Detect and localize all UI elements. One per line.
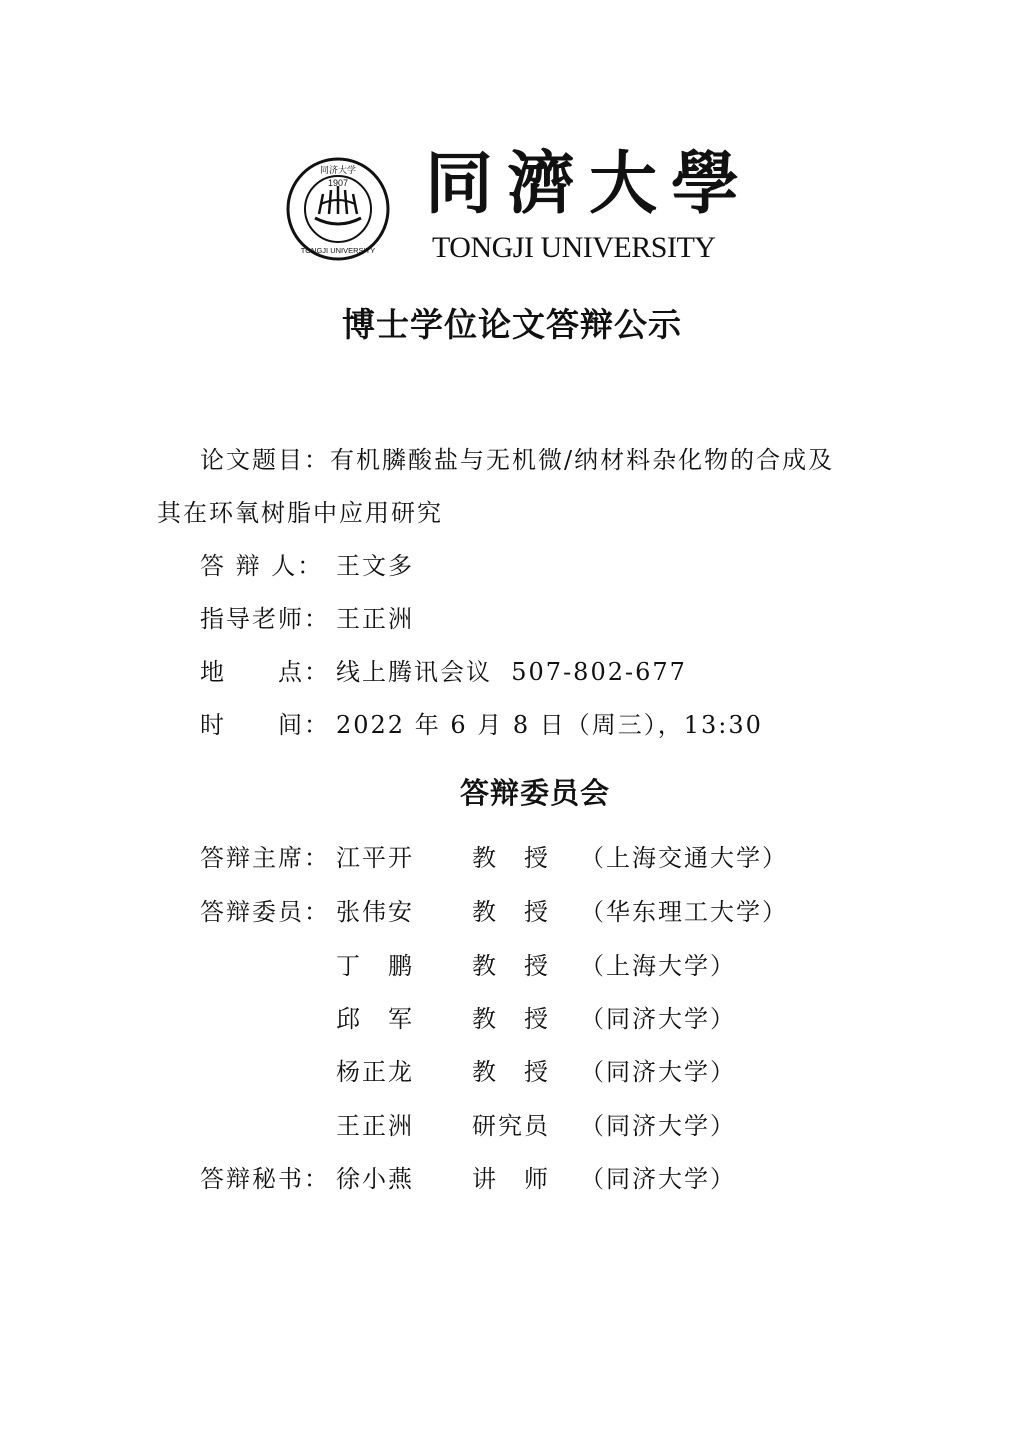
committee-title: 答辩委员会	[459, 776, 610, 810]
committee-title-rank: 教 授	[472, 952, 550, 980]
committee-role: 答辩委员：	[200, 898, 330, 926]
info-label: 答 辩 人：	[200, 552, 324, 580]
committee-name: 王正洲	[336, 1112, 414, 1140]
info-row-defender	[200, 548, 414, 584]
thesis-title-line-1	[200, 442, 834, 478]
committee-title-rank: 教 授	[472, 898, 550, 926]
university-seal-icon	[285, 156, 391, 262]
committee-org: （同济大学）	[580, 1058, 736, 1086]
committee-org: （同济大学）	[580, 1165, 736, 1193]
committee-title-rank: 讲 师	[472, 1165, 550, 1193]
info-label: 地 点：	[200, 658, 330, 686]
committee-name: 杨正龙	[336, 1058, 414, 1086]
committee-name: 徐小燕	[336, 1165, 414, 1193]
thesis-label: 论文题目：	[200, 446, 330, 474]
thesis-title-part-1: 有机膦酸盐与无机微/纳材料杂化物的合成及	[330, 446, 835, 474]
info-label: 时 间：	[200, 711, 330, 739]
committee-title-rank: 研究员	[472, 1112, 550, 1140]
info-row-time	[200, 707, 763, 743]
university-wordmark-cn: 同濟大學	[425, 144, 754, 224]
seal-year: 1907	[327, 178, 349, 188]
info-value: 王正洲	[336, 605, 414, 633]
seal-name-cn: 同济大学	[319, 166, 357, 176]
committee-org: （上海交通大学）	[580, 844, 788, 872]
info-value: 线上腾讯会议 507-802-677	[336, 658, 687, 686]
committee-title-rank: 教 授	[472, 844, 550, 872]
seal-name-en: TONGJI UNIVERSITY	[300, 246, 376, 255]
info-value: 2022 年 6 月 8 日（周三），13:30	[336, 711, 763, 739]
committee-org: （同济大学）	[580, 1005, 736, 1033]
info-row-location	[200, 654, 687, 690]
page-title: 博士学位论文答辩公示	[342, 305, 682, 344]
committee-name: 丁 鹏	[336, 952, 414, 980]
committee-role: 答辩主席：	[200, 844, 330, 872]
committee-title-rank: 教 授	[472, 1005, 550, 1033]
committee-org: （同济大学）	[580, 1112, 736, 1140]
info-row-advisor	[200, 601, 414, 637]
committee-org: （华东理工大学）	[580, 898, 788, 926]
committee-org: （上海大学）	[580, 952, 736, 980]
info-label: 指导老师：	[200, 605, 330, 633]
committee-title-rank: 教 授	[472, 1058, 550, 1086]
committee-name: 张伟安	[336, 898, 414, 926]
committee-role: 答辩秘书：	[200, 1165, 330, 1193]
committee-name: 江平开	[336, 844, 414, 872]
thesis-title-line-2: 其在环氧树脂中应用研究	[157, 499, 443, 527]
university-wordmark-en: TONGJI UNIVERSITY	[432, 231, 716, 264]
info-value: 王文多	[336, 552, 414, 580]
committee-name: 邱 军	[336, 1005, 414, 1033]
